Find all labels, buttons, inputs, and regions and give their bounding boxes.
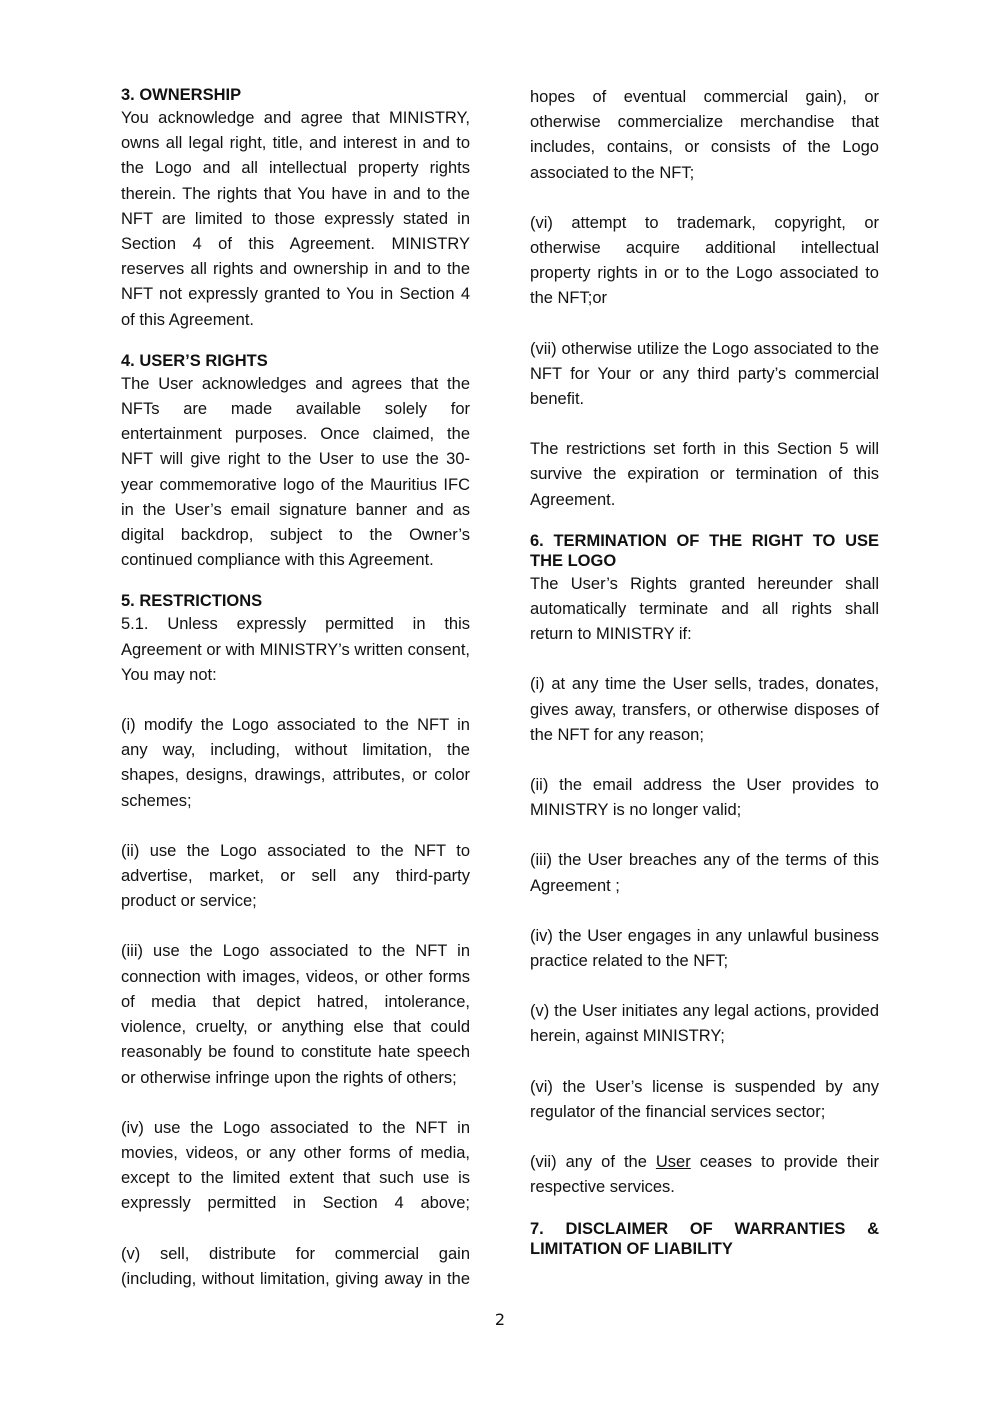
- restriction-i: (i) modify the Logo associated to the NFT in any way, including, without limitation, the shapes, designs, drawings, attributes, or color schemes;: [121, 716, 470, 810]
- left-column: [121, 85, 470, 1292]
- termination-ii: (ii) the email address the User provides to MINISTRY is no longer valid;: [530, 776, 879, 820]
- termination-vii-prefix: (vii) any of the: [530, 1153, 656, 1172]
- page-number: 2: [494, 1310, 506, 1329]
- section-4-heading: 4. USER’S RIGHTS: [121, 351, 268, 370]
- termination-v: (v) the User initiates any legal actions, provided herein, against MINISTRY;: [530, 1002, 879, 1046]
- termination-vii-underlined-user: User: [655, 1153, 691, 1172]
- section-5-1-paragraph: 5.1. Unless expressly permitted in this Agreement or with MINISTRY’s written consent, You may not:: [121, 615, 470, 684]
- termination-i: (i) at any time the User sells, trades, donates, gives away, transfers, or otherwise disposes of the NFT for any reason;: [530, 675, 879, 744]
- section-4-paragraph: The User acknowledges and agrees that the NFTs are made available solely for entertainment purposes. Once claimed, the NFT will give right to the User to use the 30-year commemorative logo of the Mauritius IFC in the User’s email signature banner and as digital backdrop, subject to the Owner’s continued compliance with this Agreement.: [121, 374, 470, 570]
- termination-vii-suffix: ceases to provide their respective services.: [530, 1153, 879, 1197]
- section-5-heading: 5. RESTRICTIONS: [121, 592, 263, 611]
- restriction-vii: (vii) otherwise utilize the Logo associated to the NFT for Your or any third party’s commercial benefit.: [530, 339, 879, 409]
- termination-vii: [530, 1150, 879, 1200]
- section-6-paragraph: The User’s Rights granted hereunder shall automatically terminate and all rights shall return to MINISTRY if:: [530, 574, 879, 644]
- restriction-ii: (ii) use the Logo associated to the NFT to advertise, market, or sell any third-party product or service;: [121, 841, 470, 911]
- termination-iv: (iv) the User engages in any unlawful business practice related to the NFT;: [530, 926, 879, 971]
- restriction-vi: (vi) attempt to trademark, copyright, or otherwise acquire additional intellectual property rights in or to the Logo associated to the NFT;or: [530, 213, 879, 308]
- termination-iii: (iii) the User breaches any of the terms of this Agreement ;: [530, 851, 879, 895]
- restriction-iii: (iii) use the Logo associated to the NFT in connection with images, videos, or other forms of media that depict hatred, intolerance, violence, cruelty, or anything else that could reasonably be found to constitute hate speech or otherwise infringe upon the rights of others;: [121, 942, 470, 1087]
- restriction-iv: (iv) use the Logo associated to the NFT in movies, videos, or any other forms of media, except to the limited extent that such use is expressly permitted in Section 4 above;: [121, 1118, 470, 1213]
- restrictions-survival: The restrictions set forth in this Section 5 will survive the expiration or termination of this Agreement.: [530, 440, 879, 509]
- termination-vi: (vi) the User’s license is suspended by any regulator of the financial services sector;: [530, 1077, 879, 1121]
- restriction-v: (v) sell, distribute for commercial gain (including, without limitation, giving away in the: [121, 1244, 470, 1288]
- section-3-heading: 3. OWNERSHIP: [121, 86, 242, 104]
- right-column: [530, 85, 879, 1259]
- section-6-heading: 6. TERMINATION OF THE RIGHT TO USE THE LOGO: [530, 531, 879, 570]
- section-7-heading: 7. DISCLAIMER OF WARRANTIES & LIMITATION OF LIABILITY: [530, 1219, 879, 1258]
- section-3-paragraph: You acknowledge and agree that MINISTRY, owns all legal right, title, and interest in and to the Logo and all intellectual property rights therein. The rights that You have in and to the NFT are limited to those expressly stated in Section 4 of this Agreement. MINISTRY reserves all rights and ownership in and to the NFT not expressly granted to You in Section 4 of this Agreement.: [121, 109, 470, 329]
- restriction-v-continued: hopes of eventual commercial gain), or otherwise commercialize merchandise that includes, contains, or consists of the Logo associated to the NFT;: [530, 88, 879, 182]
